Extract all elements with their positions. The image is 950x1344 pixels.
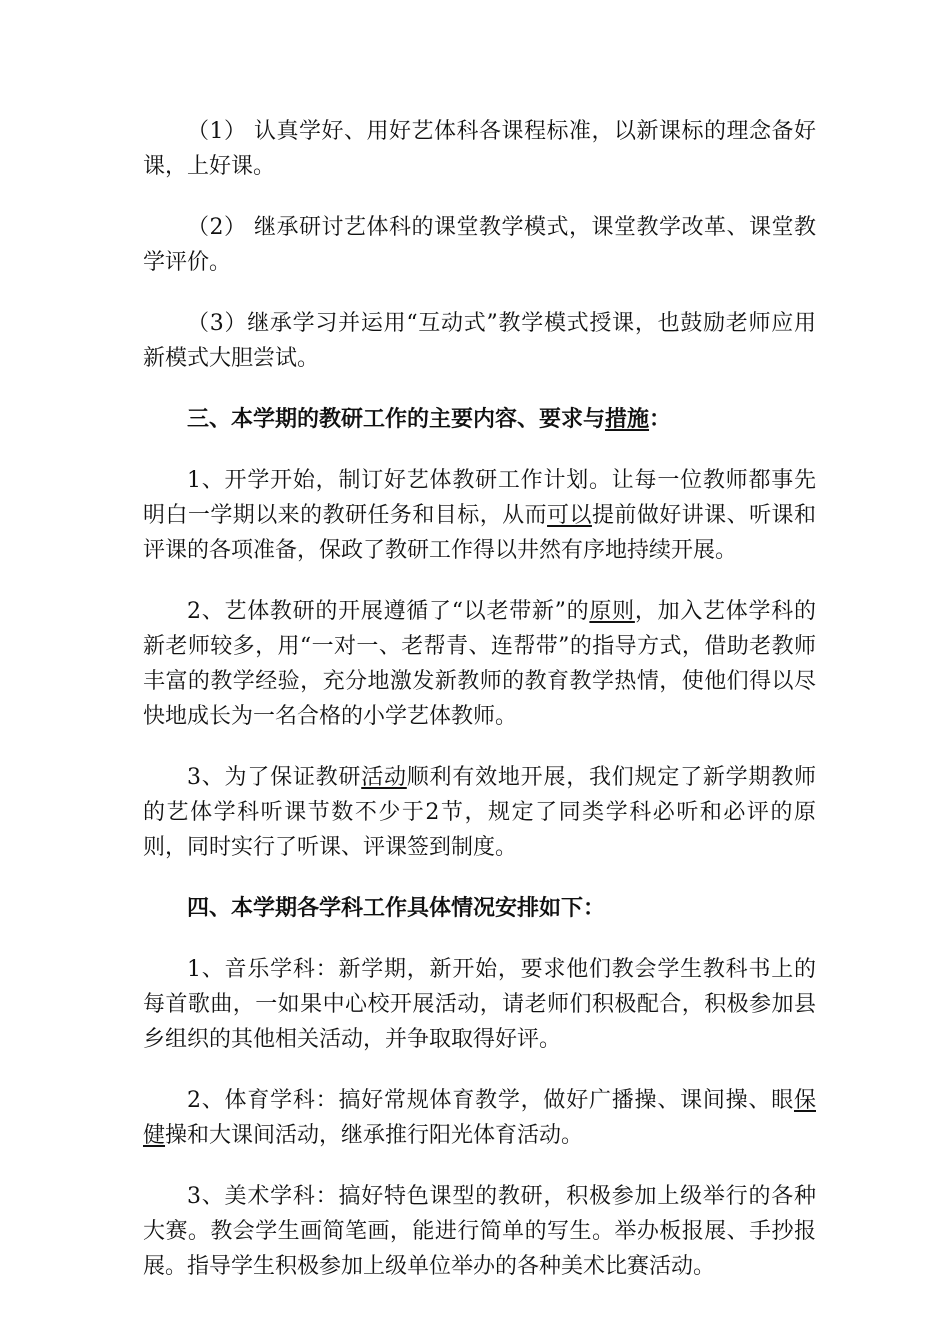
paragraph-step-1 [143,463,816,568]
paragraph-step-3 [143,760,816,865]
underlined-link-health[interactable]: 保健 [143,1088,816,1148]
underlined-link-measures[interactable]: 措施 [605,406,650,432]
paragraph-text: 操和大课间活动，继承推行阳光体育活动。 [165,1123,584,1148]
paragraph-text: 3、为了保证教研 [187,765,362,790]
underlined-link-activity[interactable]: 活动 [361,765,407,790]
paragraph-art [143,1179,816,1284]
paragraph-text: 顺利有效地开展，我们规定了新学期教师的艺体学科听课节数不少于2节，规定了同类学科必听和必评的原则，同时实行了听课、评课签到制度。 [143,765,816,860]
paragraph-text: 2、体育学科：搞好常规体育教学，做好广播操、课间操、眼 [187,1088,794,1113]
paragraph-item-1 [143,114,816,184]
section-heading-4 [143,891,816,926]
paragraph-text: ，加入艺体学科的新老师较多，用“一对一、老帮青、连帮带”的指导方式，借助老教师丰富的教学经验，充分地激发新教师的教育教学热情，使他们得以尽快地成长为一名合格的小学艺体教师。 [143,599,816,729]
heading-text: 三、本学期的教研工作的主要内容、要求与 [187,406,606,432]
paragraph-pe [143,1083,816,1153]
paragraph-text: （3）继承学习并运用“互动式”教学模式授课，也鼓励老师应用新模式大胆尝试。 [143,311,816,371]
heading-text: 四、本学期各学科工作具体情况安排如下： [187,895,606,921]
section-heading-3 [143,402,816,437]
paragraph-step-2 [143,594,816,734]
paragraph-item-3 [143,306,816,376]
paragraph-text: （1） 认真学好、用好艺体科各课程标准，以新课标的理念备好课，上好课。 [143,119,816,179]
paragraph-music [143,952,816,1057]
paragraph-text: 2、艺体教研的开展遵循了“以老带新”的 [187,599,590,624]
paragraph-text: 提前做好讲课、听课和评课的各项准备，保政了教研工作得以井然有序地持续开展。 [143,503,816,563]
paragraph-item-2 [143,210,816,280]
underlined-link-principle[interactable]: 原则 [589,599,635,624]
paragraph-text: 1、音乐学科：新学期，新开始，要求他们教会学生教科书上的每首歌曲，一如果中心校开展活动，请老师们积极配合，积极参加县乡组织的其他相关活动，并争取取得好评。 [143,957,816,1052]
document-body [143,114,816,1310]
underlined-link-can[interactable]: 可以 [547,503,592,528]
paragraph-text: 3、美术学科：搞好特色课型的教研，积极参加上级举行的各种大赛。教会学生画简笔画，能进行简单的写生。举办板报展、手抄报展。指导学生积极参加上级单位举办的各种美术比赛活动。 [143,1184,816,1279]
paragraph-text: 1、开学开始，制订好艺体教研工作计划。让每一位教师都事先明白一学期以来的教研任务和目标，从而 [143,468,816,528]
heading-text: ： [649,406,672,432]
paragraph-text: （2） 继承研讨艺体科的课堂教学模式，课堂教学改革、课堂教学评价。 [143,215,816,275]
